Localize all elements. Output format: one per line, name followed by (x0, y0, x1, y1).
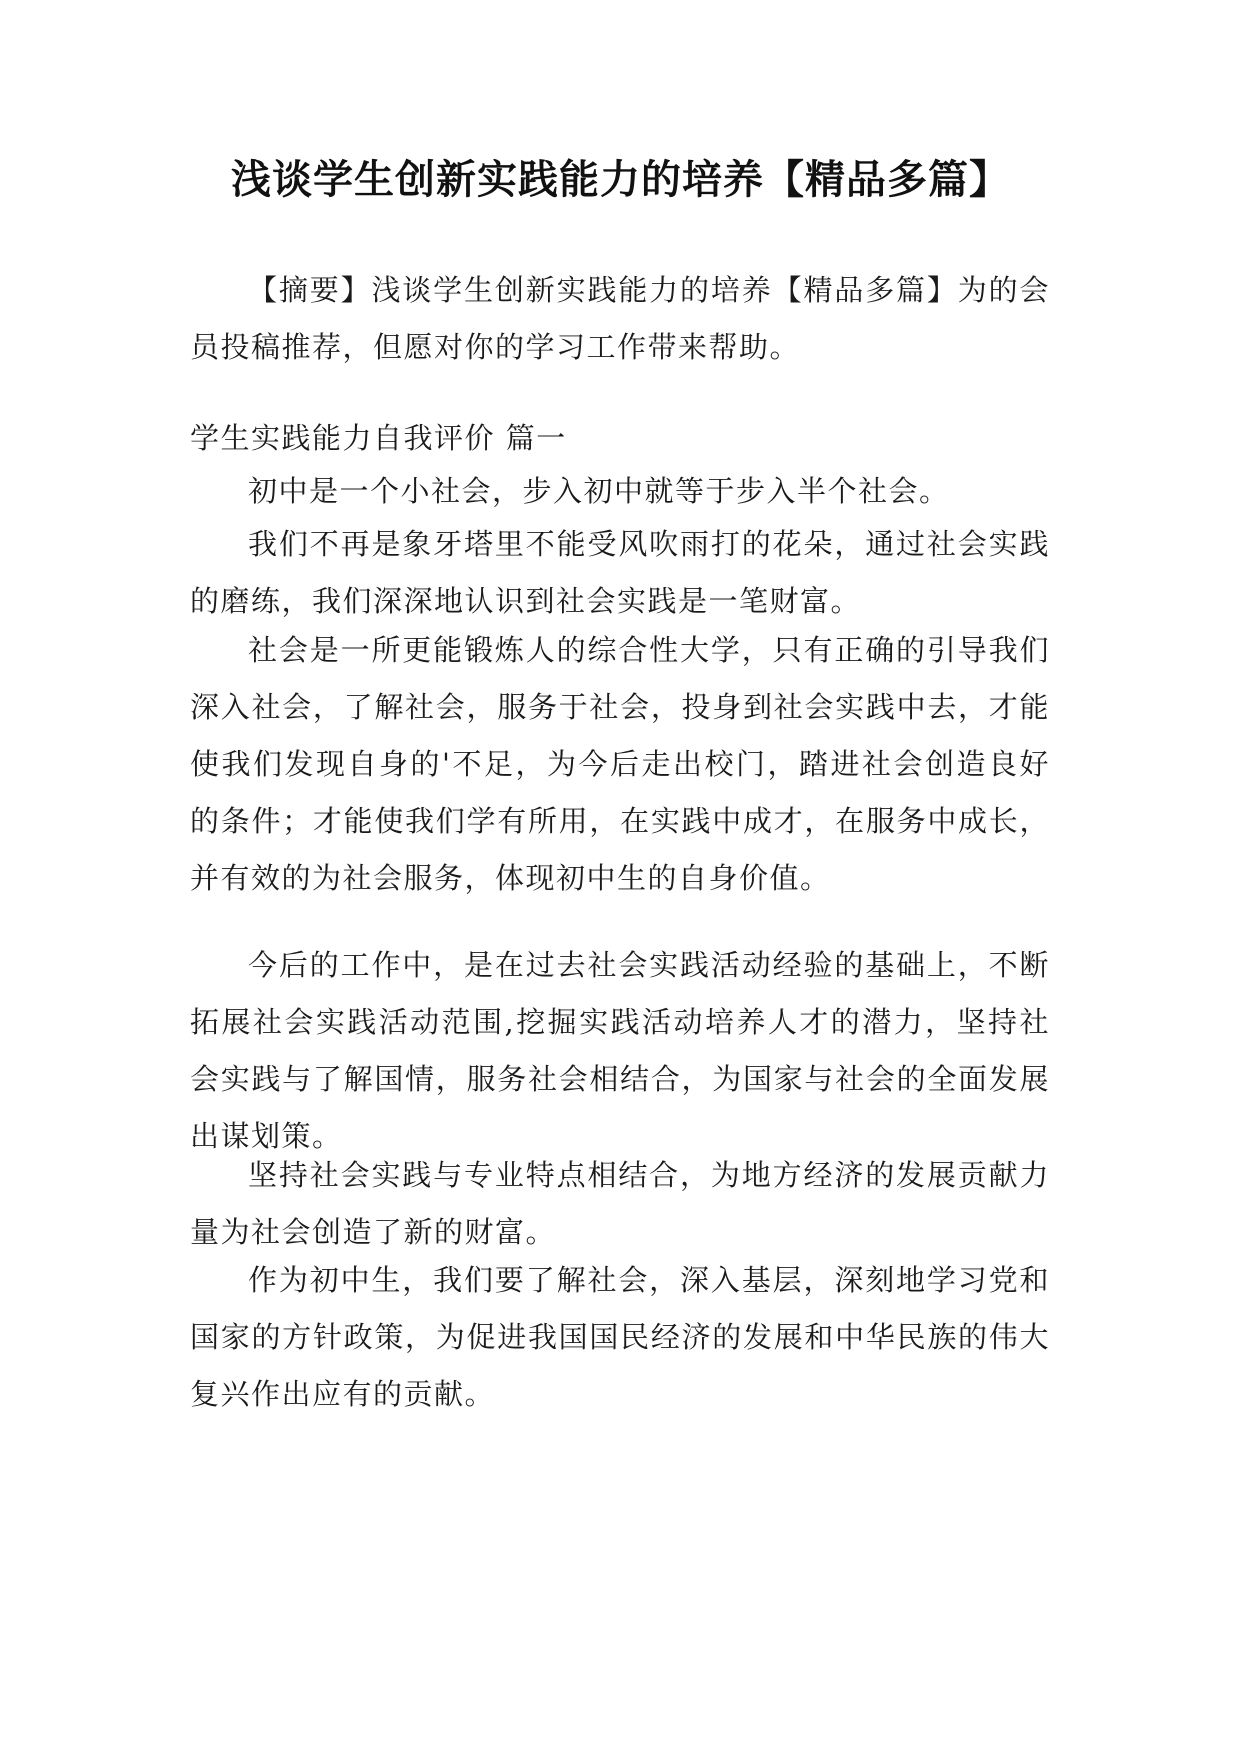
body-paragraph-4: 今后的工作中，是在过去社会实践活动经验的基础上，不断拓展社会实践活动范围,挖掘实践活动培养人才的潜力，坚持社会实践与了解国情，服务社会相结合，为国家与社会的全面发展出谋划策。 (190, 948, 1050, 1153)
section-heading: 学生实践能力自我评价 篇一 (190, 421, 567, 455)
body-paragraph-6: 作为初中生，我们要了解社会，深入基层，深刻地学习党和国家的方针政策，为促进我国国民经济的发展和中华民族的伟大复兴作出应有的贡献。 (190, 1263, 1050, 1411)
body-paragraph-2: 我们不再是象牙塔里不能受风吹雨打的花朵，通过社会实践的磨练，我们深深地认识到社会实践是一笔财富。 (190, 527, 1050, 618)
document-title: 浅谈学生创新实践能力的培养【精品多篇】 (231, 157, 1010, 203)
body-paragraph-1: 初中是一个小社会，步入初中就等于步入半个社会。 (248, 474, 950, 508)
body-paragraph-3: 社会是一所更能锻炼人的综合性大学，只有正确的引导我们深入社会，了解社会，服务于社会，投身到社会实践中去，才能使我们发现自身的'不足，为今后走出校门，踏进社会创造良好的条件；才能使我们学有所用，在实践中成才，在服务中成长，并有效的为社会服务，体现初中生的自身价值。 (190, 633, 1050, 895)
abstract-paragraph: 【摘要】浅谈学生创新实践能力的培养【精品多篇】为的会员投稿推荐，但愿对你的学习工作带来帮助。 (190, 273, 1050, 364)
body-paragraph-5: 坚持社会实践与专业特点相结合，为地方经济的发展贡献力量为社会创造了新的财富。 (190, 1158, 1050, 1249)
